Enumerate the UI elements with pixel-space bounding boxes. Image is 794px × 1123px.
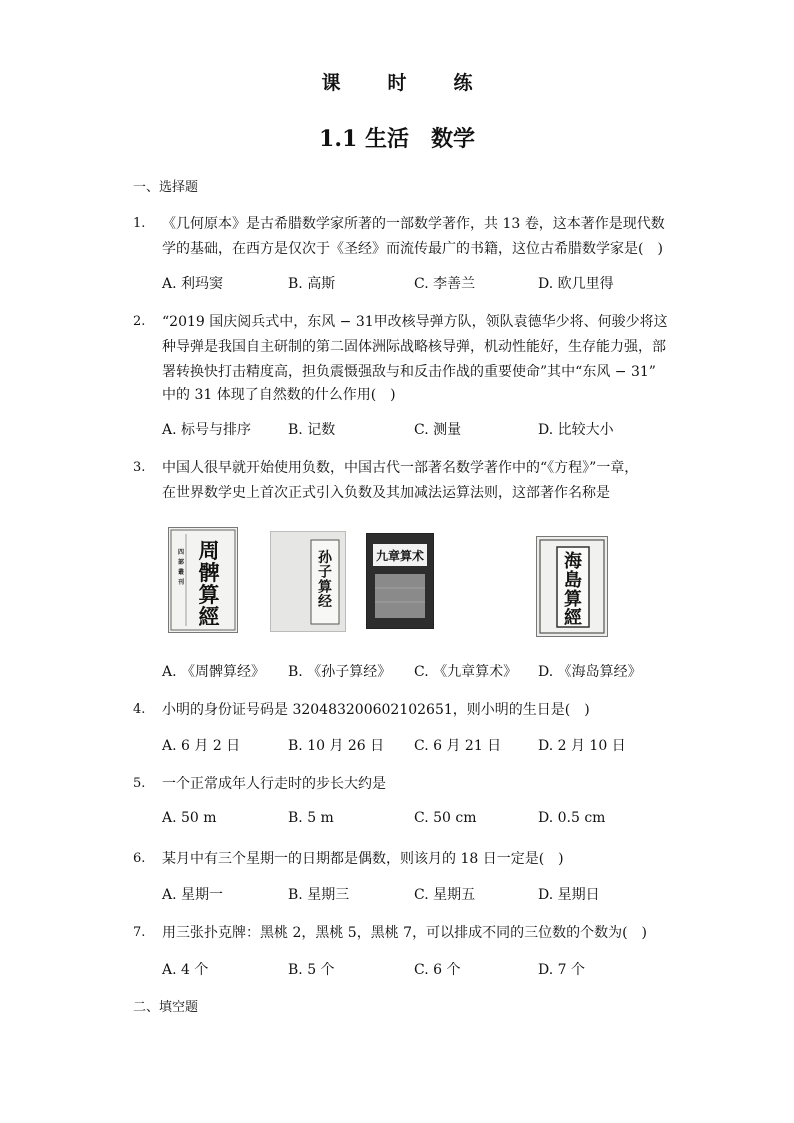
book-title-char: 九章算术 xyxy=(375,549,425,563)
question-text: 学的基础，在西方是仅次于《圣经》而流传最广的书籍，这位古希腊数学家是( ) xyxy=(162,241,663,257)
option-b: B. 高斯 xyxy=(288,276,336,292)
question-text: 中国人很早就开始使用负数，中国古代一部著名数学著作中的“《方程》”一章， xyxy=(162,460,639,476)
section-heading-fill: 二、填空题 xyxy=(133,1000,199,1015)
question-text: 在世界数学史上首次正式引入负数及其加减法运算法则，这部著作名称是 xyxy=(162,485,610,501)
question-text: 署转换快打击精度高，担负震慑强敌与和反击作战的重要使命”其中“东风 − 31” xyxy=(162,364,656,380)
question-text: 小明的身份证号码是 320483200602102651，则小明的生日是( ) xyxy=(162,702,590,718)
option-b: B. 5 个 xyxy=(288,962,335,978)
question-number: 6. xyxy=(133,851,146,866)
option-a: A. 50 m xyxy=(162,810,217,826)
option-a: A. 《周髀算经》 xyxy=(162,664,266,680)
option-a: A. 标号与排序 xyxy=(162,422,252,438)
book-image-sunzi xyxy=(270,531,346,632)
option-c: C. 《九章算术》 xyxy=(414,664,518,680)
question-text: 一个正常成年人行走时的步长大约是 xyxy=(162,776,386,792)
option-b: B. 5 m xyxy=(288,810,334,826)
question-number: 2. xyxy=(133,314,146,329)
option-b: B. 《孙子算经》 xyxy=(288,664,392,680)
question-text: 某月中有三个星期一的日期都是偶数，则该月的 18 日一定是( ) xyxy=(162,851,564,867)
option-b: B. 记数 xyxy=(288,422,336,438)
question-number: 3. xyxy=(133,460,146,475)
option-c: C. 星期五 xyxy=(414,887,476,903)
section-heading-choice: 一、选择题 xyxy=(133,180,199,195)
option-c: C. 测量 xyxy=(414,422,462,438)
option-d: D. 7 个 xyxy=(538,962,585,978)
page-subtitle: 1.1 生活 数学 xyxy=(319,126,475,152)
question-text: 中的 31 体现了自然数的什么作用( ) xyxy=(162,387,396,403)
option-d: D. 2 月 10 日 xyxy=(538,738,626,754)
question-number: 4. xyxy=(133,702,146,717)
option-a: A. 利玛窦 xyxy=(162,276,224,292)
page-title: 课 时 练 xyxy=(321,72,487,94)
book-image-haidao xyxy=(536,536,608,637)
option-a: A. 6 月 2 日 xyxy=(162,738,241,754)
book-title-char: 孙子算经 xyxy=(318,550,332,611)
option-a: A. 星期一 xyxy=(162,887,224,903)
option-b: B. 星期三 xyxy=(288,887,350,903)
book-image-jiuzhang xyxy=(366,533,434,629)
option-c: C. 李善兰 xyxy=(414,276,476,292)
question-text: 种导弹是我国自主研制的第二固体洲际战略核导弹，机动性能好，生存能力强，部 xyxy=(162,339,666,355)
book-title-char: 海島算經 xyxy=(564,551,582,629)
option-c: C. 6 个 xyxy=(414,962,461,978)
option-d: D. 星期日 xyxy=(538,887,600,903)
question-number: 5. xyxy=(133,776,146,791)
svg-text:刊: 刊 xyxy=(178,579,185,586)
question-text: “2019 国庆阅兵式中，东风 − 31甲改核导弹方队，领队袁德华少将、何骏少将这 xyxy=(162,314,668,330)
option-d: D. 《海岛算经》 xyxy=(538,664,642,680)
svg-text:四: 四 xyxy=(178,549,185,556)
question-text: 用三张扑克牌：黑桃 2，黑桃 5，黑桃 7，可以排成不同的三位数的个数为( ) xyxy=(162,925,647,941)
option-b: B. 10 月 26 日 xyxy=(288,738,385,754)
svg-text:部: 部 xyxy=(178,559,185,566)
option-d: D. 比较大小 xyxy=(538,422,614,438)
question-number: 1. xyxy=(133,216,146,231)
book-image-zhoubi xyxy=(168,527,238,633)
option-c: C. 50 cm xyxy=(414,810,477,826)
svg-text:叢: 叢 xyxy=(178,569,185,576)
question-text: 《几何原本》是古希腊数学家所著的一部数学著作，共 13 卷，这本著作是现代数 xyxy=(162,216,665,232)
question-number: 7. xyxy=(133,925,146,940)
book-title-char: 周髀算經 xyxy=(198,538,220,630)
option-a: A. 4 个 xyxy=(162,962,209,978)
option-d: D. 欧几里得 xyxy=(538,276,614,292)
option-c: C. 6 月 21 日 xyxy=(414,738,502,754)
option-d: D. 0.5 cm xyxy=(538,810,606,826)
